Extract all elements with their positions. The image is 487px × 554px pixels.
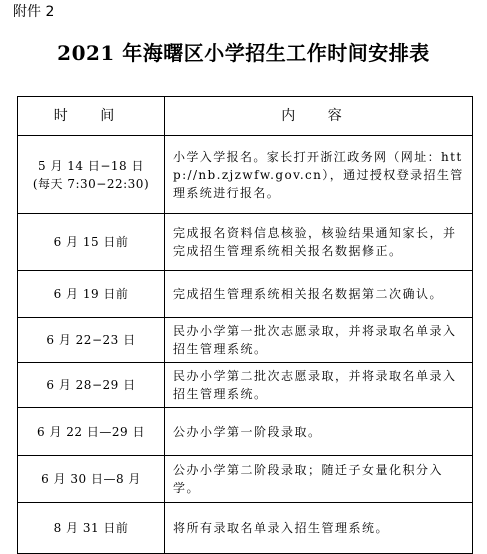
time-cell	[18, 408, 165, 456]
time-cell	[18, 271, 165, 318]
attachment-label: 附件 2	[13, 4, 55, 20]
table-row	[18, 363, 473, 408]
content-cell: 小学入学报名。家长打开浙江政务网（网址：http://nb.zjzwfw.gov.cn），通过授权登录招生管理系统进行报名。	[165, 136, 473, 214]
content-cell: 将所有录取名单录入招生管理系统。	[165, 503, 473, 554]
table-row	[18, 408, 473, 456]
time-cell	[18, 363, 165, 408]
table-row	[18, 318, 473, 363]
content-cell: 民办小学第一批次志愿录取，并将录取名单录入招生管理系统。	[165, 318, 473, 363]
content-cell: 公办小学第二阶段录取；随迁子女量化积分入学。	[165, 456, 473, 503]
time-cell	[18, 456, 165, 503]
table-header-row	[18, 97, 473, 136]
time-cell	[18, 503, 165, 554]
table-row	[18, 503, 473, 554]
content-cell: 公办小学第一阶段录取。	[165, 408, 473, 456]
time-text: 6 月 22−23 日	[46, 333, 136, 347]
table-row	[18, 271, 473, 318]
time-cell	[18, 318, 165, 363]
table-row	[18, 214, 473, 271]
schedule-table	[17, 96, 473, 554]
time-cell	[18, 136, 165, 214]
table-row	[18, 456, 473, 503]
header-content: 内 容	[165, 97, 473, 136]
time-text: 6 月 15 日前	[53, 235, 129, 249]
header-time: 时 间	[18, 97, 165, 136]
content-cell: 民办小学第二批次志愿录取，并将录取名单录入招生管理系统。	[165, 363, 473, 408]
time-subtext: (每天 7:30−22:30)	[32, 176, 150, 191]
time-text: 6 月 30 日—8 月	[41, 472, 141, 486]
time-text: 8 月 31 日前	[53, 521, 129, 535]
page-title: 2021 年海曙区小学招生工作时间安排表	[57, 41, 430, 65]
content-cell: 完成招生管理系统相关报名数据第二次确认。	[165, 271, 473, 318]
table-row	[18, 136, 473, 214]
time-cell	[18, 214, 165, 271]
content-cell: 完成报名资料信息核验，核验结果通知家长，并完成招生管理系统相关报名数据修正。	[165, 214, 473, 271]
time-text: 6 月 19 日前	[53, 287, 129, 301]
time-text: 5 月 14 日−18 日	[38, 158, 144, 173]
time-text: 6 月 28−29 日	[46, 378, 136, 392]
time-text: 6 月 22 日—29 日	[37, 424, 145, 439]
